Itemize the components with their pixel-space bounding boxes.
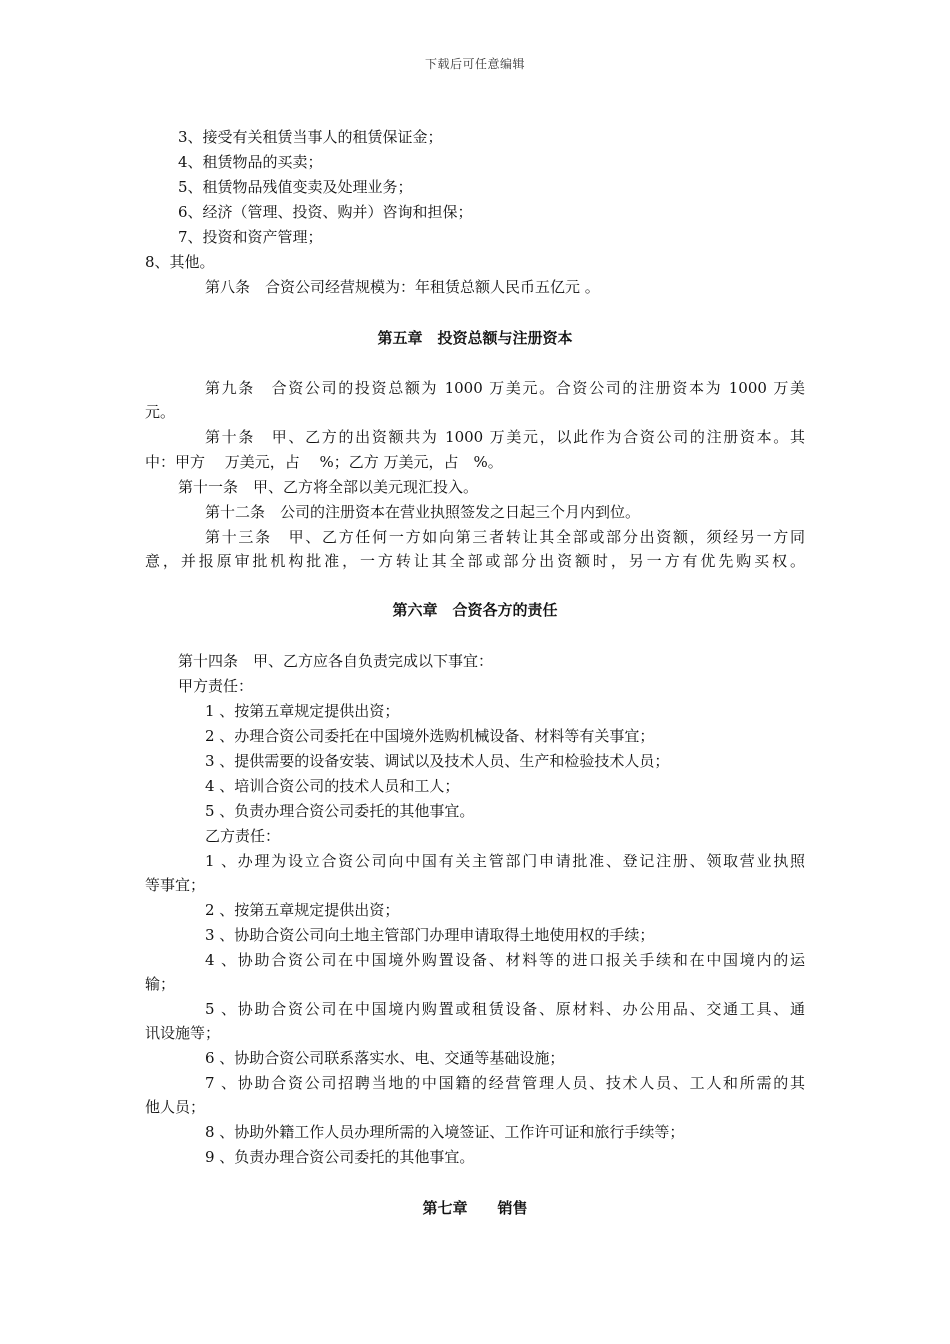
body-line: 7、投资和资产管理； <box>178 228 323 246</box>
article-10-line-1: 第十条 甲、乙方的出资额共为 1000 万美元，以此作为合资公司的注册资本。其 <box>205 428 805 446</box>
article-9-line-1: 第九条 合资公司的投资总额为 1000 万美元。合资公司的注册资本为 1000 万美 <box>205 379 805 397</box>
article-12: 第十二条 公司的注册资本在营业执照签发之日起三个月内到位。 <box>205 503 641 521</box>
list-item: 1 、办理为设立合资公司向中国有关主管部门申请批准、登记注册、领取营业执照 <box>205 852 805 870</box>
list-item: 8 、协助外籍工作人员办理所需的入境签证、工作许可证和旅行手续等； <box>205 1123 685 1141</box>
list-item-continuation: 讯设施等； <box>145 1024 221 1042</box>
list-item: 3 、协助合资公司向土地主管部门办理申请取得土地使用权的手续； <box>205 926 655 944</box>
list-item: 2 、办理合资公司委托在中国境外选购机械设备、材料等有关事宜； <box>205 727 655 745</box>
article-13-line-2: 意，并报原审批机构批准，一方转让其全部或部分出资额时，另一方有优先购买权。 <box>145 552 805 570</box>
list-item: 9 、负责办理合资公司委托的其他事宜。 <box>205 1148 475 1166</box>
list-item: 3 、提供需要的设备安装、调试以及技术人员、生产和检验技术人员； <box>205 752 670 770</box>
list-item: 5 、负责办理合资公司委托的其他事宜。 <box>205 802 475 820</box>
article-13-line-1: 第十三条 甲、乙方任何一方如向第三者转让其全部或部分出资额，须经另一方同 <box>205 528 805 546</box>
body-line: 3、接受有关租赁当事人的租赁保证金； <box>178 128 443 146</box>
list-item: 4 、培训合资公司的技术人员和工人； <box>205 777 460 795</box>
body-line: 4、租赁物品的买卖； <box>178 153 323 171</box>
list-item: 2 、按第五章规定提供出资； <box>205 901 400 919</box>
party-b-label: 乙方责任： <box>205 827 281 845</box>
list-item: 6 、协助合资公司联系落实水、电、交通等基础设施； <box>205 1049 565 1067</box>
article-11: 第十一条 甲、乙方将全部以美元现汇投入。 <box>178 478 479 496</box>
article-14: 第十四条 甲、乙方应各自负责完成以下事宜： <box>178 652 494 670</box>
list-item: 7 、协助合资公司招聘当地的中国籍的经营管理人员、技术人员、工人和所需的其 <box>205 1074 805 1092</box>
list-item: 4 、协助合资公司在中国境外购置设备、材料等的进口报关手续和在中国境内的运 <box>205 951 805 969</box>
list-item: 5 、协助合资公司在中国境内购置或租赁设备、原材料、办公用品、交通工具、通 <box>205 1000 805 1018</box>
list-item-continuation: 他人员； <box>145 1098 206 1116</box>
chapter-5-heading: 第五章 投资总额与注册资本 <box>377 329 573 347</box>
article-8: 第八条 合资公司经营规模为：年租赁总额人民币五亿元 。 <box>205 278 600 296</box>
body-line: 8、其他。 <box>145 253 215 271</box>
page-header: 下载后可任意编辑 <box>424 57 525 71</box>
chapter-6-heading: 第六章 合资各方的责任 <box>392 601 558 619</box>
list-item-continuation: 输； <box>145 975 176 993</box>
list-item-continuation: 等事宜； <box>145 876 206 894</box>
article-9-line-2: 元。 <box>145 403 176 421</box>
party-a-label: 甲方责任： <box>178 677 254 695</box>
article-10-line-2: 中：甲方 万美元，占 %；乙方 万美元，占 %。 <box>145 453 503 471</box>
list-item: 1 、按第五章规定提供出资； <box>205 702 400 720</box>
body-line: 6、经济（管理、投资、购并）咨询和担保； <box>178 203 473 221</box>
chapter-7-heading: 第七章 销售 <box>422 1199 528 1217</box>
body-line: 5、租赁物品残值变卖及处理业务； <box>178 178 413 196</box>
